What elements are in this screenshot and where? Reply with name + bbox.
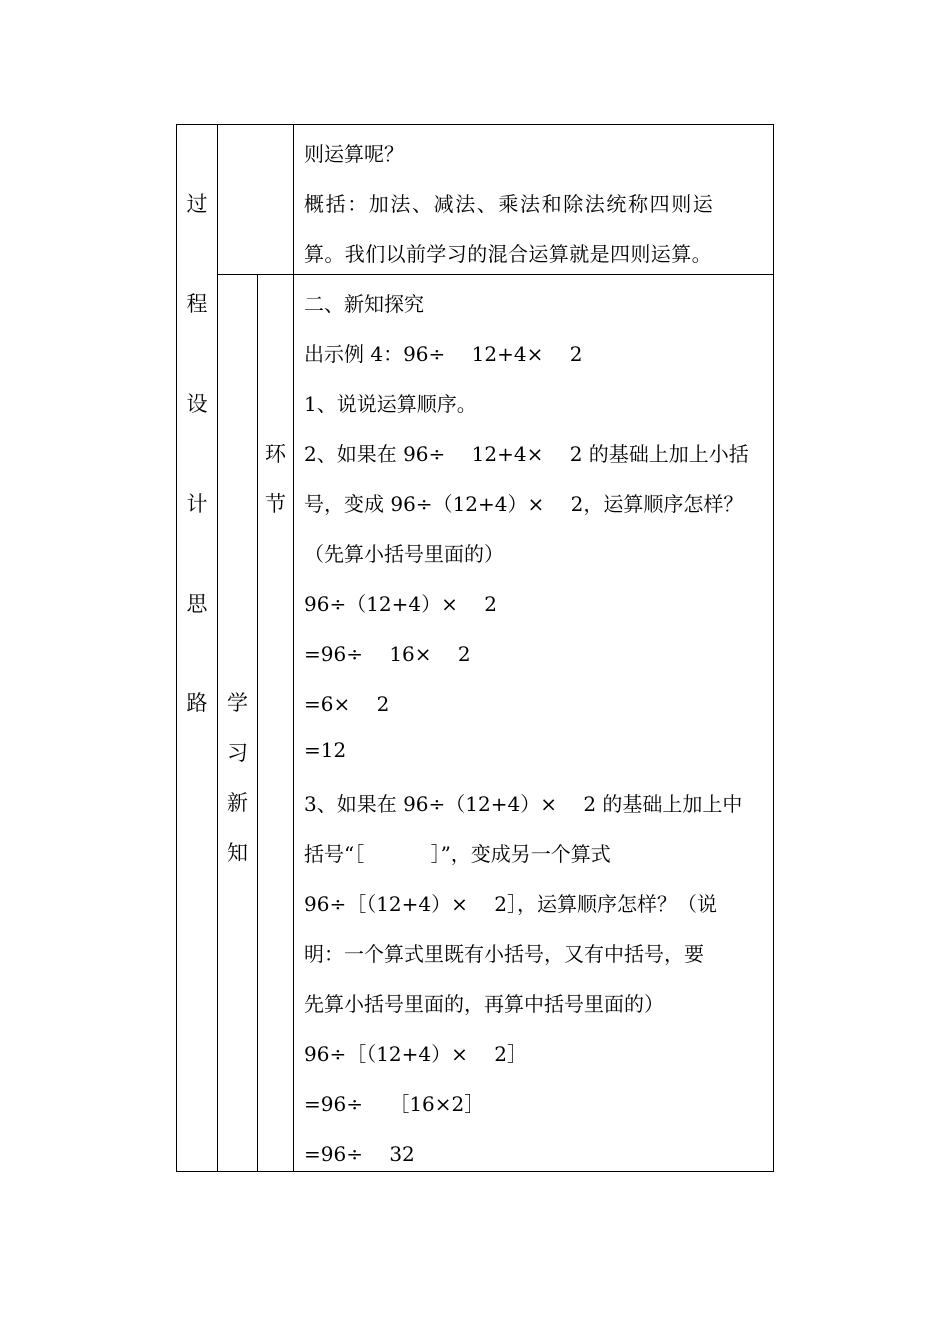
text-line: 出示例 4：96÷ 12+4× 2 bbox=[304, 342, 583, 366]
text-line: 括号“［ ］”，变成另一个算式 bbox=[304, 842, 611, 866]
text-line: 3、如果在 96÷（12+4）× 2 的基础上加上中 bbox=[304, 792, 743, 816]
col1-char: 过 bbox=[186, 192, 208, 216]
table-right-border bbox=[773, 124, 774, 1172]
text-line: 概括：加法、减法、乘法和除法统称四则运 bbox=[304, 192, 715, 216]
col1-char: 路 bbox=[186, 691, 208, 715]
col3-divider bbox=[293, 124, 294, 1172]
col1-char: 程 bbox=[186, 292, 208, 316]
col1-char: 思 bbox=[186, 592, 208, 616]
lesson-plan-table bbox=[176, 124, 774, 1172]
text-line: =96÷ 32 bbox=[304, 1142, 415, 1166]
text-line: 96÷［（12+4）× 2］ bbox=[304, 1042, 527, 1066]
col1-char: 计 bbox=[186, 492, 208, 516]
text-line: 则运算呢？ bbox=[304, 142, 404, 166]
learn-new-label bbox=[218, 124, 257, 1172]
col1-char: 设 bbox=[186, 392, 208, 416]
text-line: =96÷ 16× 2 bbox=[304, 642, 471, 666]
col2-char: 知 bbox=[227, 841, 248, 865]
col2-char: 新 bbox=[227, 791, 248, 815]
col2-char: 学 bbox=[227, 691, 248, 715]
text-line: 号，变成 96÷（12+4）× 2，运算顺序怎样？ bbox=[304, 492, 744, 516]
text-line: 2、如果在 96÷ 12+4× 2 的基础上加上小括 bbox=[304, 442, 749, 466]
text-line: =6× 2 bbox=[304, 692, 390, 716]
text-line: 先算小括号里面的，再算中括号里面的） bbox=[304, 992, 664, 1016]
text-line: 96÷［（12+4）× 2］，运算顺序怎样？（说 bbox=[304, 892, 717, 916]
col3-char: 节 bbox=[265, 492, 286, 516]
stage-label bbox=[258, 124, 293, 1172]
main-content-cell bbox=[304, 275, 769, 1171]
text-line: =12 bbox=[304, 738, 347, 762]
text-line: =96÷ ［16×2］ bbox=[304, 1092, 485, 1116]
col3-char: 环 bbox=[265, 442, 286, 466]
text-line: 算。我们以前学习的混合运算就是四则运算。 bbox=[304, 242, 712, 266]
text-line: （先算小括号里面的） bbox=[304, 542, 504, 566]
text-line: 96÷（12+4）× 2 bbox=[304, 592, 497, 616]
process-design-label bbox=[177, 124, 217, 1172]
text-line: 1、说说运算顺序。 bbox=[304, 392, 477, 416]
text-line: 明：一个算式里既有小括号，又有中括号，要 bbox=[304, 942, 704, 966]
top-content-cell bbox=[304, 124, 769, 274]
col2-char: 习 bbox=[227, 741, 248, 765]
section-heading: 二、新知探究 bbox=[304, 292, 424, 316]
